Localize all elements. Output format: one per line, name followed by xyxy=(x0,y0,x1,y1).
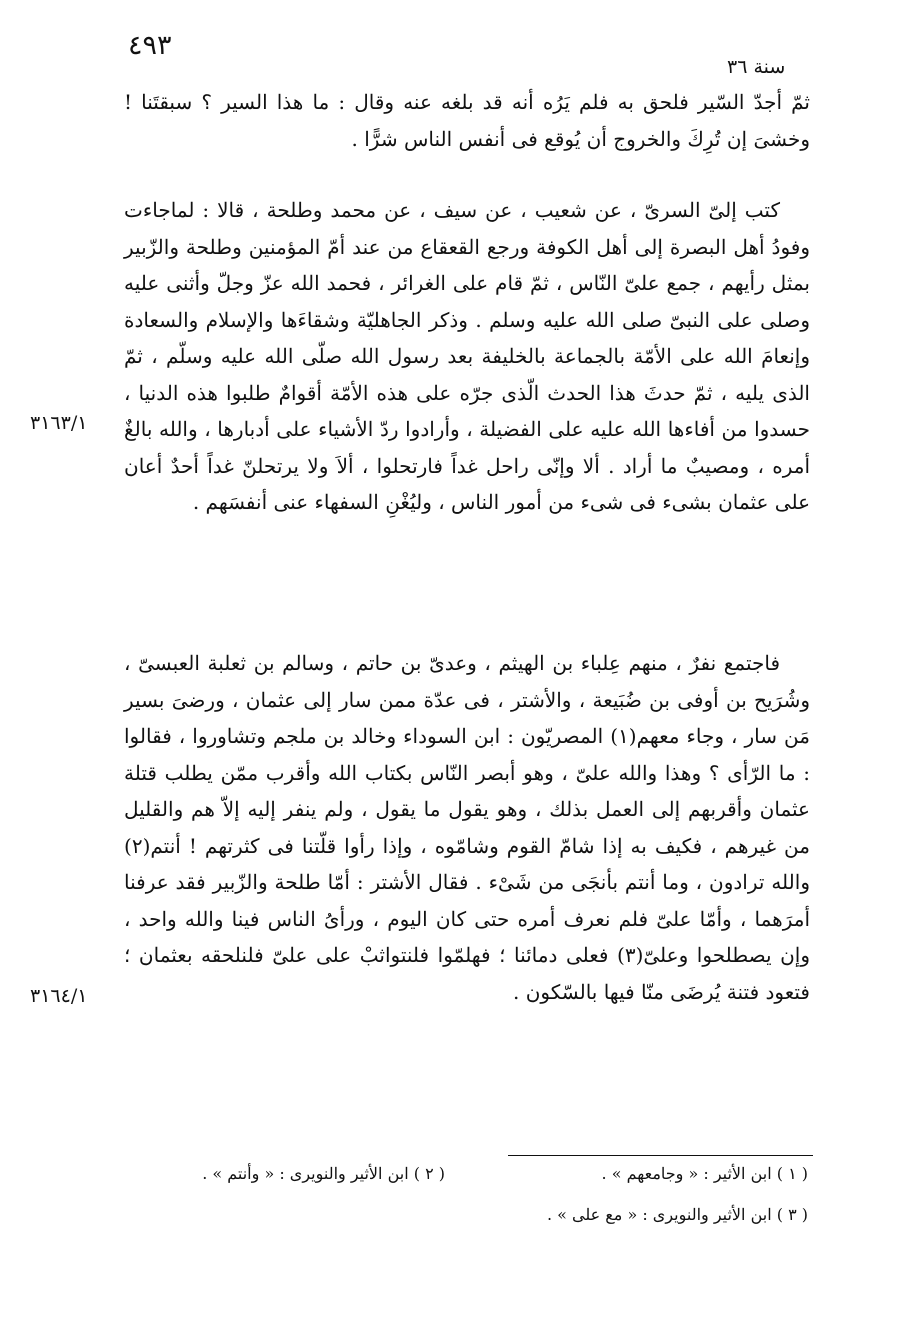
footnote-divider xyxy=(508,1155,813,1156)
year-heading: سنة ٣٦ xyxy=(727,56,786,78)
margin-reference: ٣١٦٣/١ xyxy=(30,412,88,434)
footnote-1: ( ١ ) ابن الأثير : « وجامعهم » . xyxy=(601,1164,808,1183)
paragraph-1: ثمّ أجدّ السّير فلحق به فلم يَرُه أنه قد بلغه عنه وقال : ما هذا السير ؟ سبقتَنا ! وخشىَ إن تُرِكَ والخروج أن يُوقع فى أنفس الناس شرًّا . xyxy=(124,90,810,151)
page-number: ٤٩٣ xyxy=(128,30,172,61)
footnote-3: ( ٣ ) ابن الأثير والنويرى : « مع على » . xyxy=(546,1205,808,1224)
footnote-2: ( ٢ ) ابن الأثير والنويرى : « وأنتم » . xyxy=(202,1164,445,1183)
margin-reference: ٣١٦٤/١ xyxy=(30,985,88,1007)
paragraph-3: فاجتمع نفرٌ ، منهم عِلباء بن الهيثم ، وعدىّ بن حاتم ، وسالم بن ثعلبة العبسىّ ، وشُرَيح بن أوفى بن ضُبَيعة ، والأشتر ، فى عدّة ممن سار إلى عثمان ، ورضىَ بسير مَن سار ، وجاء معهم(١) المصريّون : ابن السوداء وخالد بن ملجم وتشاوروا ، فقالوا : ما الرّأى ؟ وهذا والله علىّ ، وهو أبصر النّاس بكتاب الله وأقرب ممّن يطلب قتلة عثمان وأقربهم إلى العمل بذلك ، وهو يقول ما يقول ، ولم ينفر إليه إلاّ هم والقليل من غيرهم ، فكيف به إذا شامّ القوم وشامّوه ، وإذا رأوا قلّتنا فى كثرتهم ! أنتم(٢) والله ترادون ، وما أنتم بأنجَى من شَىْء . فقال الأشتر : أمّا طلحة والزّبير فقد عرفنا أمرَهما ، وأمّا علىّ فلم نعرف أمره حتى كان اليوم ، ورأىُ الناس فينا والله واحد ، وإن يصطلحوا وعلىّ(٣) فعلى دمائنا ؛ فهلمّوا فلنتواثبْ على علىّ فلنلحقه بعثمان ؛ فتعود فتنة يُرضَى منّا فيها بالسّكون . xyxy=(124,651,810,1004)
paragraph-2: كتب إلىّ السرىّ ، عن شعيب ، عن سيف ، عن محمد وطلحة ، قالا : لماجاءت وفودُ أهل البصرة إلى أهل الكوفة ورجع القعقاع من عند أمّ المؤمنين وطلحة والزّبير بمثل رأيهم ، جمع علىّ النّاس ، ثمّ قام على الغرائر ، فحمد الله عزّ وجلّ وأثنى عليه وصلى على النبىّ صلى الله عليه وسلم . وذكر الجاهليّة وشقاءَها والإسلام والسعادة وإنعامَ الله على الأمّة بالجماعة بالخليفة بعد رسول الله صلّى الله عليه وسلّم ، ثمّ الذى يليه ، ثمّ حدثَ هذا الحدث الّذى جرّه على هذه الأمّة أقوامٌ طلبوا هذه الدنيا ، حسدوا من أفاءها الله عليه على الفضيلة ، وأرادوا ردّ الأشياء على أدبارها ، والله بالغٌ أمره ، ومصيبٌ ما أراد . ألا وإنّى راحل غداً فارتحلوا ، ألاَ ولا يرتحلنّ غداً أحدٌ أعان على عثمان بشىء فى شىء من أمور الناس ، وليُغْنِ السفهاء عنى أنفسَهم . xyxy=(124,198,810,514)
